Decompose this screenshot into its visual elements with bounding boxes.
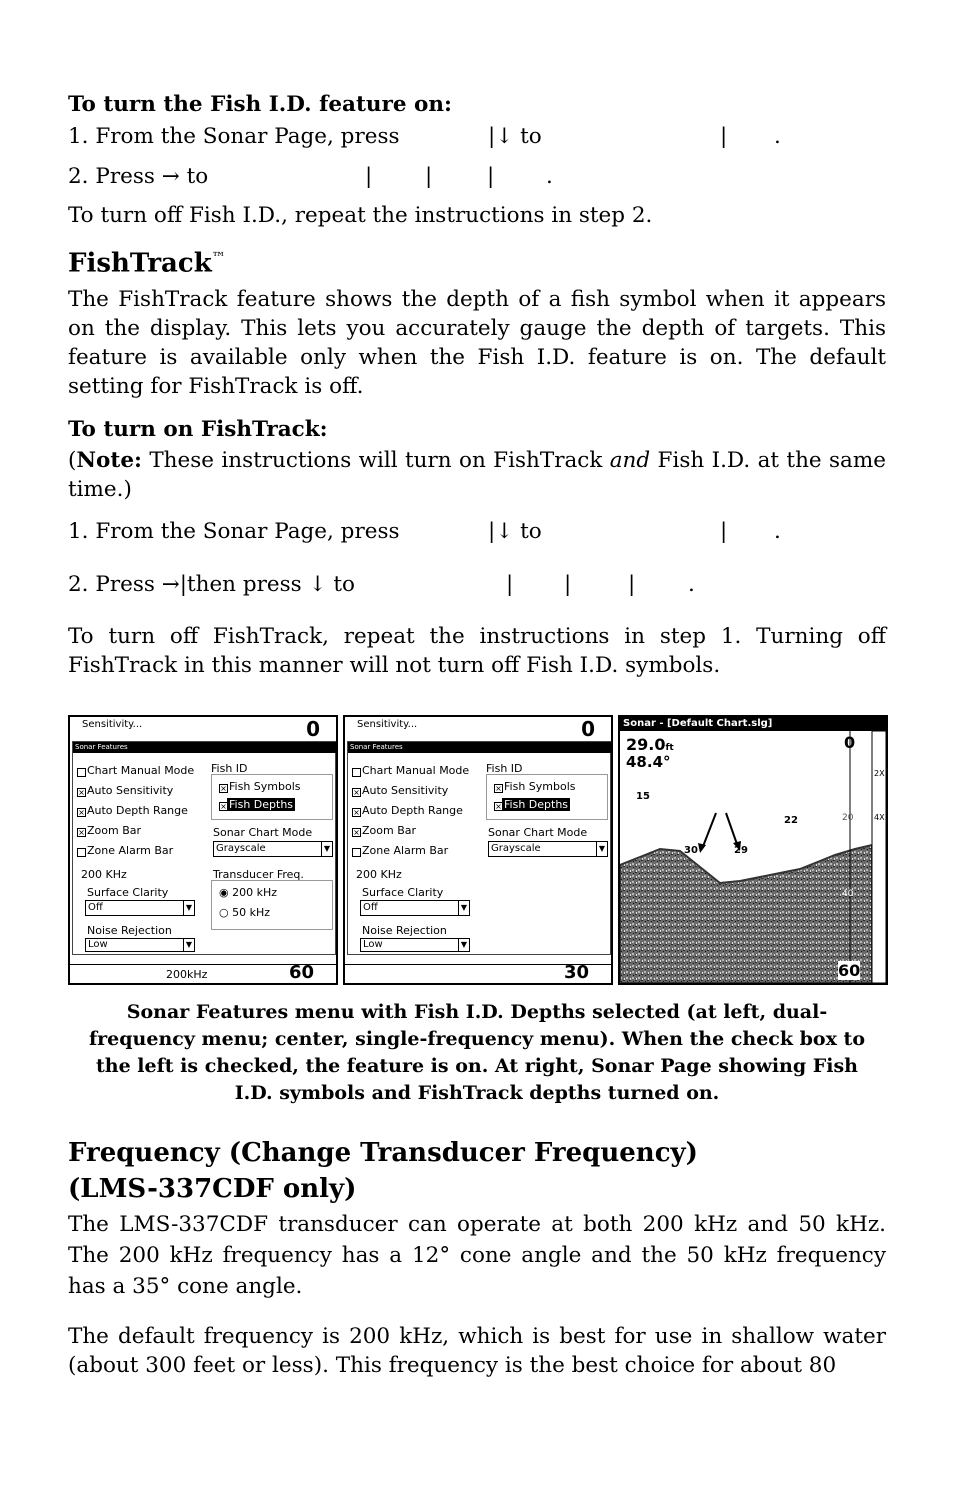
- fish-depth-15: 15: [636, 790, 650, 802]
- item-fish-depths[interactable]: Fish Depths: [504, 797, 569, 811]
- screen-sonar-page: [618, 715, 888, 985]
- screenshots-row: [68, 715, 886, 985]
- temp-readout: 48.4°: [626, 752, 671, 771]
- screen-single-frequency-menu: [343, 715, 613, 985]
- fish-depth-22: 22: [784, 814, 798, 826]
- checkbox-zoom-bar[interactable]: ×: [353, 827, 360, 837]
- fishid-step-1: 1. From the Sonar Page, press |↓ to | .: [68, 124, 781, 149]
- fishid-step-2: 2. Press → to | | | .: [68, 164, 553, 189]
- checkbox-fish-depths[interactable]: ×: [495, 801, 502, 811]
- sonar-features-menu: [347, 741, 611, 955]
- item-auto-depth-range[interactable]: Auto Depth Range: [362, 803, 463, 817]
- noise-rejection-select[interactable]: Low ▼: [360, 938, 470, 952]
- checkbox-auto-sensitivity[interactable]: ×: [78, 787, 85, 797]
- item-fish-symbols[interactable]: Fish Symbols: [504, 779, 576, 793]
- sensitivity-label: Sensitivity...: [357, 718, 418, 730]
- item-auto-sensitivity[interactable]: Auto Sensitivity: [87, 783, 174, 797]
- item-fish-depths[interactable]: Fish Depths: [229, 797, 294, 811]
- surface-clarity-select[interactable]: Off ▼: [360, 900, 470, 916]
- noise-rejection-label: Noise Rejection: [362, 923, 447, 937]
- chart-mode-label: Sonar Chart Mode: [213, 825, 313, 839]
- fish-id-label: Fish ID: [211, 761, 248, 775]
- depth-readout: 29.0ft: [626, 734, 674, 754]
- frequency-body-1: The LMS-337CDF transducer can operate at both 200 kHz and 50 kHz. The 200 kHz frequency has a 12° cone angle and the 50 kHz frequency has a 35° cone angle.: [68, 1211, 886, 1299]
- sonar-title-bar: Sonar - [Default Chart.slg]: [620, 717, 888, 731]
- item-zone-alarm-bar[interactable]: Zone Alarm Bar: [87, 843, 174, 857]
- fishtrack-title: FishTrack™: [68, 248, 226, 279]
- checkbox-zone-alarm-bar[interactable]: [352, 848, 361, 857]
- chart-mode-select[interactable]: Grayscale ▼: [488, 841, 608, 857]
- figure-caption: Sonar Features menu with Fish I.D. Depths selected (at left, dual-frequency menu; center, single-frequency menu). When the check box to the left is checked, the feature is on. At right, Sonar Page showing Fish I.D. symbols and FishTrack depths turned on.: [88, 1000, 865, 1104]
- scale-bottom: 60: [838, 960, 861, 980]
- sonar-features-menu: [72, 741, 336, 955]
- checkbox-fish-depths[interactable]: ×: [220, 801, 227, 811]
- depth-top: 0: [581, 716, 595, 741]
- checkbox-chart-manual-mode[interactable]: [352, 768, 361, 777]
- status-bar: [70, 961, 336, 983]
- fishtrack-body: The FishTrack feature shows the depth of a fish symbol when it appears on the display. This lets you accurately gauge the depth of targets. This feature is available only when the Fish I.D. feature is on. The default setting for FishTrack is off.: [68, 286, 886, 399]
- item-chart-manual-mode[interactable]: Chart Manual Mode: [362, 763, 470, 777]
- fishtrack-heading: To turn on FishTrack:: [68, 416, 328, 442]
- fish-depth-29: 29: [734, 844, 748, 856]
- fishid-off-note: To turn off Fish I.D., repeat the instructions in step 2.: [68, 203, 653, 228]
- frequency-title: Frequency (Change Transducer Frequency) (LMS-337CDF only): [68, 1137, 698, 1204]
- status-bar: [345, 961, 611, 983]
- chart-mode-label: Sonar Chart Mode: [488, 825, 588, 839]
- menu-title: Sonar Features: [73, 742, 337, 753]
- noise-rejection-label: Noise Rejection: [87, 923, 172, 937]
- radio-200khz[interactable]: ◉ 200 kHz: [219, 885, 278, 899]
- checkbox-fish-symbols[interactable]: ×: [220, 783, 227, 793]
- surface-clarity-select[interactable]: Off ▼: [85, 900, 195, 916]
- bottom-depth: 60: [288, 961, 314, 983]
- transducer-freq-label: Transducer Freq.: [213, 867, 304, 881]
- checkbox-zone-alarm-bar[interactable]: [77, 848, 86, 857]
- sensitivity-label: Sensitivity...: [82, 718, 143, 730]
- freq-group-label: 200 KHz: [356, 867, 402, 881]
- fishtrack-step-1: 1. From the Sonar Page, press |↓ to | .: [68, 518, 781, 544]
- scale-40: 40: [842, 888, 854, 899]
- zoom-2x: 2X: [874, 768, 885, 778]
- scale-top: 0: [844, 732, 856, 752]
- checkbox-chart-manual-mode[interactable]: [77, 768, 86, 777]
- fish-depth-30: 30: [684, 844, 698, 856]
- fish-id-label: Fish ID: [486, 761, 523, 775]
- item-fish-symbols[interactable]: Fish Symbols: [229, 779, 301, 793]
- frequency-body-2: The default frequency is 200 kHz, which is best for use in shallow water (about 300 feet or less). This frequency is the best choice for about 80: [68, 1323, 886, 1378]
- checkbox-auto-depth-range[interactable]: ×: [353, 807, 360, 817]
- surface-clarity-label: Surface Clarity: [362, 885, 444, 899]
- fishid-heading: To turn the Fish I.D. feature on:: [68, 92, 452, 117]
- noise-rejection-select[interactable]: Low ▼: [85, 938, 195, 952]
- bottom-depth: 30: [563, 961, 589, 983]
- manual-page: [68, 88, 886, 1380]
- item-auto-depth-range[interactable]: Auto Depth Range: [87, 803, 188, 817]
- checkbox-fish-symbols[interactable]: ×: [495, 783, 502, 793]
- zoom-4x: 4X: [874, 812, 885, 822]
- fishtrack-off-note: To turn off FishTrack, repeat the instructions in step 1. Turning off FishTrack in this manner will not turn off Fish I.D. symbols.: [68, 623, 886, 678]
- fishtrack-note: (Note: These instructions will turn on FishTrack and Fish I.D. at the same time.): [68, 447, 886, 502]
- chart-mode-select[interactable]: Grayscale ▼: [213, 841, 333, 857]
- checkbox-auto-depth-range[interactable]: ×: [78, 807, 85, 817]
- screen-dual-frequency-menu: [68, 715, 338, 985]
- checkbox-auto-sensitivity[interactable]: ×: [353, 787, 360, 797]
- fishtrack-step-2: 2. Press →|then press ↓ to | | | .: [68, 571, 695, 597]
- item-auto-sensitivity[interactable]: Auto Sensitivity: [362, 783, 449, 797]
- item-zoom-bar[interactable]: Zoom Bar: [362, 823, 417, 837]
- menu-title: Sonar Features: [348, 742, 612, 753]
- surface-clarity-label: Surface Clarity: [87, 885, 169, 899]
- checkbox-zoom-bar[interactable]: ×: [78, 827, 85, 837]
- radio-50khz[interactable]: ○ 50 kHz: [219, 905, 271, 919]
- item-zoom-bar[interactable]: Zoom Bar: [87, 823, 142, 837]
- item-chart-manual-mode[interactable]: Chart Manual Mode: [87, 763, 195, 777]
- depth-top: 0: [306, 716, 320, 741]
- bottom-frequency: 200kHz: [166, 967, 208, 981]
- item-zone-alarm-bar[interactable]: Zone Alarm Bar: [362, 843, 449, 857]
- scale-20: 20: [842, 812, 854, 823]
- freq-group-label: 200 KHz: [81, 867, 127, 881]
